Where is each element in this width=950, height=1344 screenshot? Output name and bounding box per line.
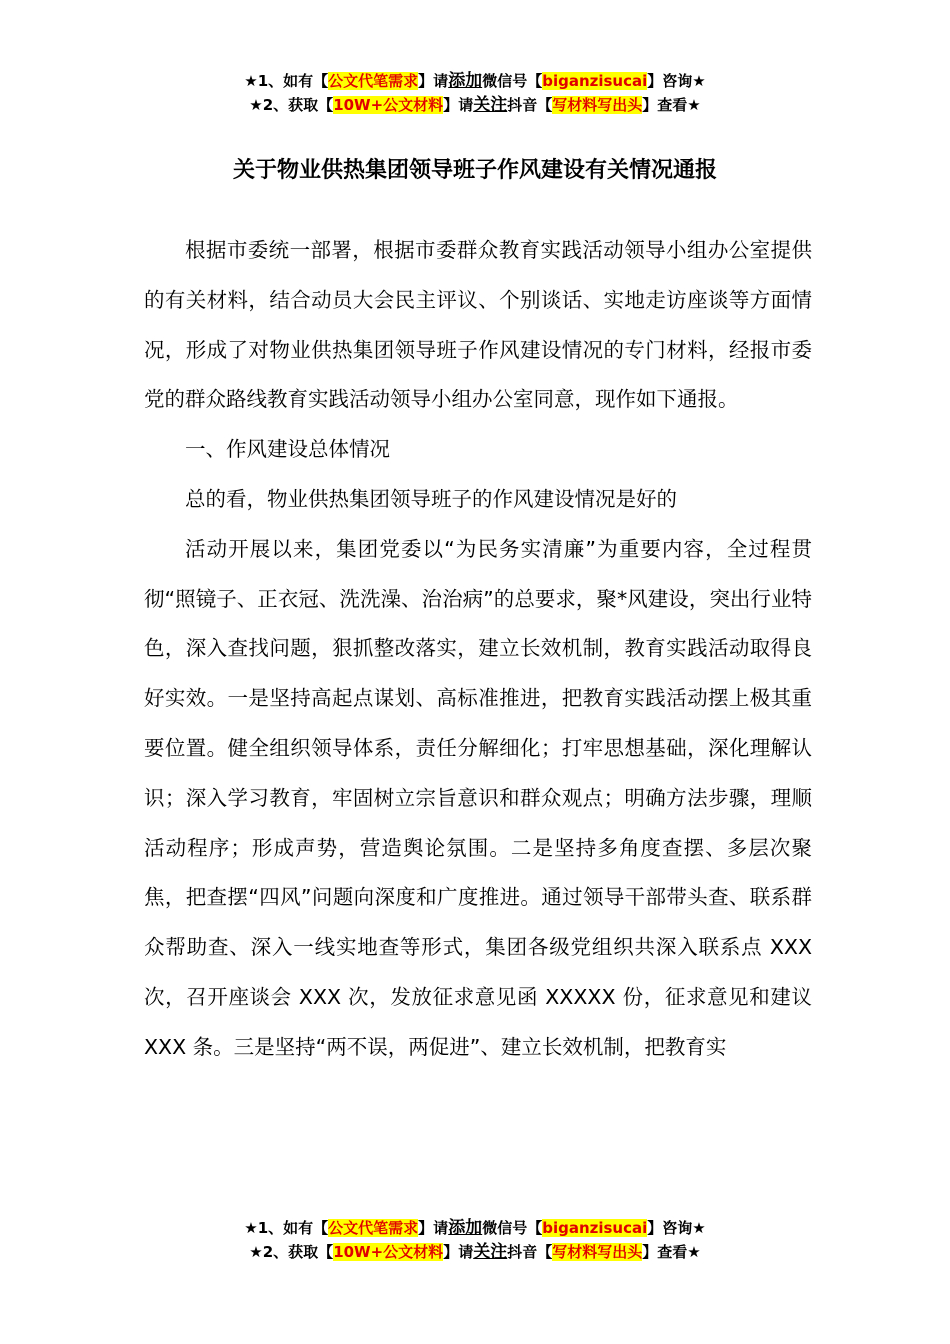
banner-text: 微信号【 <box>482 1219 543 1237</box>
paragraph-summary: 总的看，物业供热集团领导班子的作风建设情况是好的 <box>185 486 677 511</box>
banner-line-2 <box>0 93 950 117</box>
banner-text: ★2、获取【 <box>249 96 334 114</box>
banner-douyin-id: 写材料写出头 <box>552 96 643 114</box>
banner-line-1 <box>0 1216 950 1240</box>
banner-underlined: 关注 <box>473 95 508 115</box>
banner-highlight: 公文代笔需求 <box>328 72 419 90</box>
banner-text: 微信号【 <box>482 72 543 90</box>
banner-underlined: 添加 <box>448 71 483 91</box>
bottom-banner <box>0 1216 950 1264</box>
banner-douyin-id: 写材料写出头 <box>552 1243 643 1261</box>
banner-text: 】查看★ <box>642 1243 701 1261</box>
banner-text: 】请 <box>418 1219 449 1237</box>
banner-wechat-id: biganzisucai <box>542 1219 648 1237</box>
top-banner <box>0 69 950 117</box>
section-heading: 一、作风建设总体情况 <box>185 437 390 462</box>
banner-text: 】请 <box>418 72 449 90</box>
banner-line-2 <box>0 1240 950 1264</box>
banner-text: 】请 <box>443 1243 474 1261</box>
banner-text: 】咨询★ <box>647 72 706 90</box>
paragraph-details: 活动开展以来，集团党委以“为民务实清廉”为重要内容，全过程贯彻“照镜子、正衣冠、洗洗澡、治治病”的总要求，聚*风建设，突出行业特色，深入查找问题，狠抓整改落实，建立长效机制，教育实践活动取得良好实效。一是坚持高起点谋划、高标准推进，把教育实践活动摆上极其重要位置。健全组织领导体系，责任分解细化；打牢思想基础，深化理解认识；深入学习教育，牢固树立宗旨意识和群众观点；明确方法步骤，理顺活动程序；形成声势，营造舆论氛围。二是坚持多角度查摆、多层次聚焦，把查摆“四风”问题向深度和广度推进。通过领导干部带头查、联系群众帮助查、深入一线实地查等形式，集团各级党组织共深入联系点 XXX 次，召开座谈会 XXX 次，发放征求意见函 XXXXX 份，征求意见和建议 XXX 条。三是坚持“两不误，两促进”、建立长效机制，把教育实 <box>144 536 812 1059</box>
banner-text: 】查看★ <box>642 96 701 114</box>
document-title: 关于物业供热集团领导班子作风建设有关情况通报 <box>232 158 717 183</box>
banner-text: 抖音【 <box>507 1243 553 1261</box>
banner-highlight: 公文代笔需求 <box>328 1219 419 1237</box>
banner-underlined: 添加 <box>448 1218 483 1238</box>
banner-text: ★1、如有【 <box>244 1219 329 1237</box>
banner-highlight: 10W+公文材料 <box>333 96 444 114</box>
banner-text: ★2、获取【 <box>249 1243 334 1261</box>
banner-line-1 <box>0 69 950 93</box>
banner-underlined: 关注 <box>473 1242 508 1262</box>
banner-text: ★1、如有【 <box>244 72 329 90</box>
banner-text: 】请 <box>443 96 474 114</box>
banner-highlight: 10W+公文材料 <box>333 1243 444 1261</box>
banner-text: 】咨询★ <box>647 1219 706 1237</box>
banner-wechat-id: biganzisucai <box>542 72 648 90</box>
banner-text: 抖音【 <box>507 96 553 114</box>
paragraph-intro: 根据市委统一部署，根据市委群众教育实践活动领导小组办公室提供的有关材料，结合动员大会民主评议、个别谈话、实地走访座谈等方面情况，形成了对物业供热集团领导班子作风建设情况的专门材料，经报市委党的群众路线教育实践活动领导小组办公室同意，现作如下通报。 <box>144 238 812 412</box>
document-body <box>144 226 812 1073</box>
